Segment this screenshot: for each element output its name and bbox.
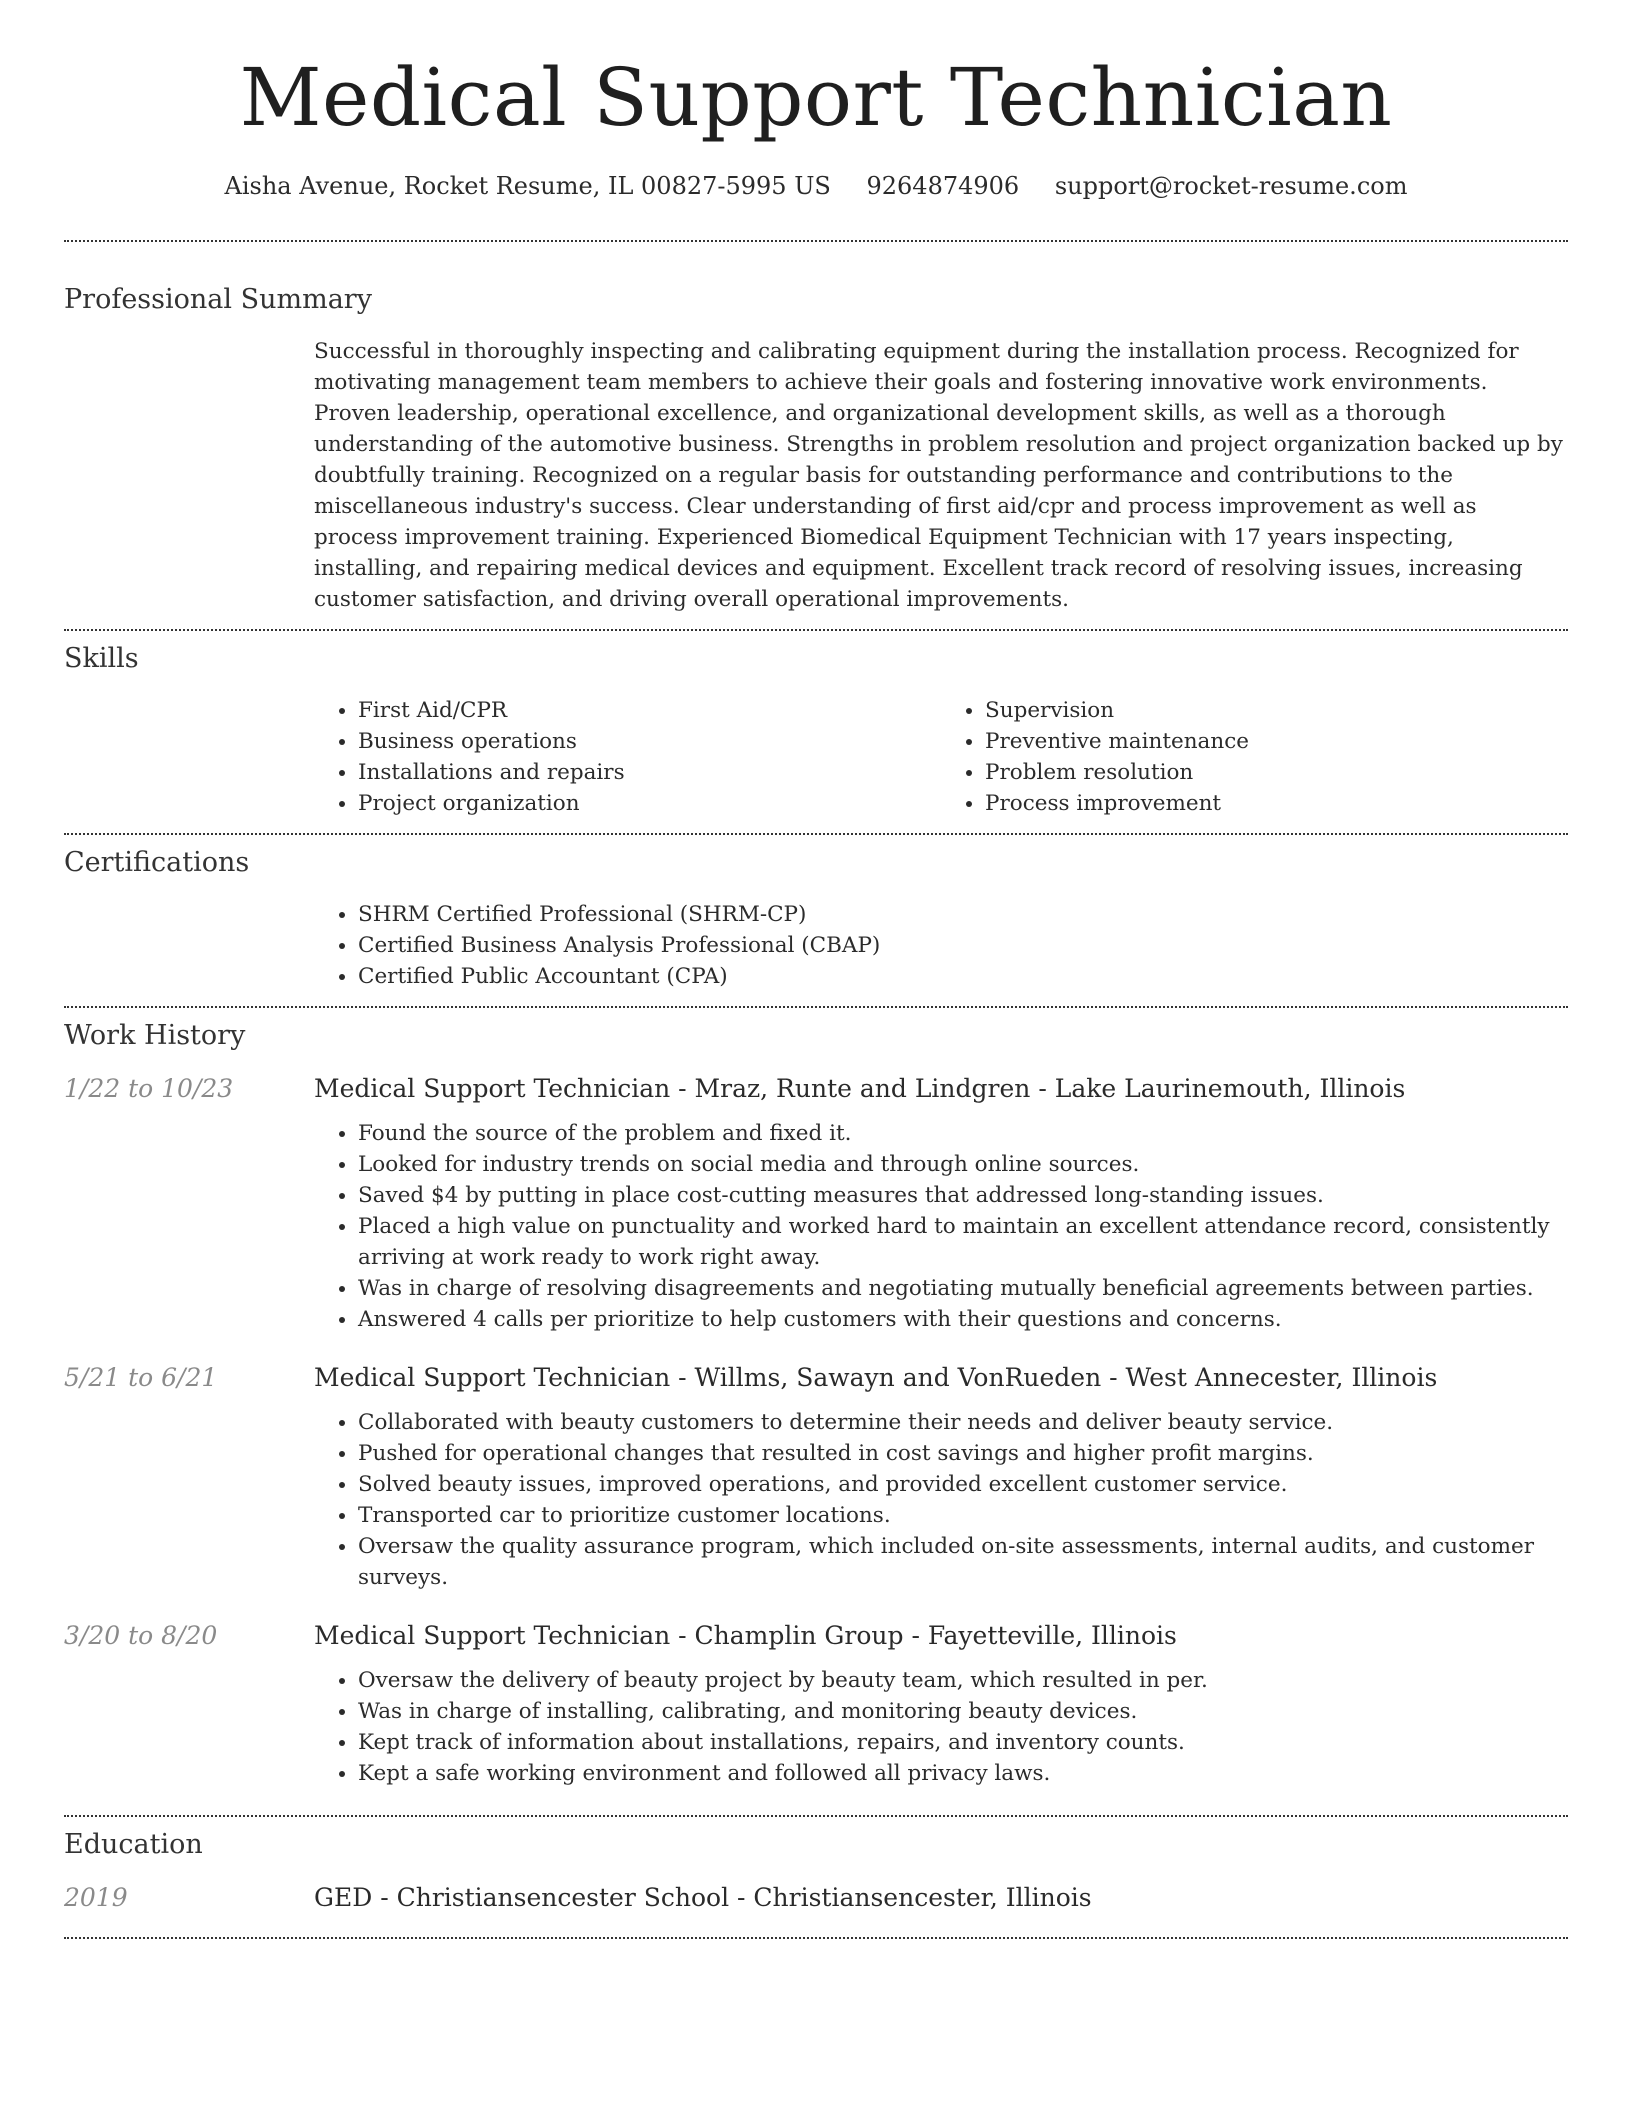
skill-item: • Business operations: [358, 726, 941, 757]
section-heading-certifications: Certifications: [64, 847, 250, 878]
resume-title: Medical Support Technician: [239, 51, 1393, 144]
job-entry: [64, 1361, 1568, 1593]
job-bullet: • Found the source of the problem and fixed it.: [358, 1118, 1568, 1149]
skill-item: • Preventive maintenance: [985, 726, 1568, 757]
section-heading-summary: Professional Summary: [64, 284, 372, 315]
job-bullet: • Kept a safe working environment and followed all privacy laws.: [358, 1758, 1568, 1789]
job-bullets: [314, 1665, 1568, 1789]
job-bullet: • Collaborated with beauty customers to determine their needs and deliver beauty service.: [358, 1407, 1568, 1438]
skills-list-right: [941, 695, 1568, 819]
job-bullet: • Oversaw the delivery of beauty project by beauty team, which resulted in per.: [358, 1665, 1568, 1696]
section-heading-education: Education: [64, 1829, 203, 1860]
job-bullet: • Oversaw the quality assurance program, which included on-site assessments, internal audits, and customer surveys.: [358, 1531, 1568, 1593]
skill-item: • Supervision: [985, 695, 1568, 726]
job-bullets: [314, 1407, 1568, 1593]
job-bullets: [314, 1118, 1568, 1335]
job-bullet: • Looked for industry trends on social media and through online sources.: [358, 1149, 1568, 1180]
job-bullet: • Solved beauty issues, improved operations, and provided excellent customer service.: [358, 1469, 1568, 1500]
job-bullet: • Answered 4 calls per prioritize to help customers with their questions and concerns.: [358, 1304, 1568, 1335]
job-entry: [64, 1619, 1568, 1789]
skill-item: • Project organization: [358, 788, 941, 819]
job-bullet: • Was in charge of resolving disagreements and negotiating mutually beneficial agreements between parties.: [358, 1273, 1568, 1304]
skills-row: [64, 695, 1568, 819]
skill-item: • Problem resolution: [985, 757, 1568, 788]
skills-list-left: [314, 695, 941, 819]
job-bullet: • Saved $4 by putting in place cost-cutting measures that addressed long-standing issues.: [358, 1180, 1568, 1211]
education-entry: [64, 1881, 1568, 1915]
job-bullet: • Was in charge of installing, calibrating, and monitoring beauty devices.: [358, 1696, 1568, 1727]
job-bullet: • Pushed for operational changes that resulted in cost savings and higher profit margins.: [358, 1438, 1568, 1469]
section-heading-work: Work History: [64, 1020, 246, 1051]
divider: [64, 1937, 1568, 1939]
skills-grid: [314, 695, 1568, 819]
job-entry: [64, 1072, 1568, 1335]
job-bullet: • Placed a high value on punctuality and worked hard to maintain an excellent attendance record, consistently arriving at work ready to work right away.: [358, 1211, 1568, 1273]
job-dates: 1/22 to 10/23: [64, 1074, 234, 1103]
education-year: 2019: [64, 1883, 128, 1912]
contact-email: support@rocket-resume.com: [1054, 172, 1408, 200]
contact-address: Aisha Avenue, Rocket Resume, IL 00827-5995 US: [224, 172, 831, 200]
contact-phone: 9264874906: [866, 172, 1020, 200]
certification-item: • Certified Public Accountant (CPA): [358, 961, 1568, 992]
section-heading-skills: Skills: [64, 643, 139, 674]
skill-item: • Process improvement: [985, 788, 1568, 819]
job-dates: 5/21 to 6/21: [64, 1363, 218, 1392]
summary-row: [64, 336, 1568, 615]
job-title: Medical Support Technician - Mraz, Runte and Lindgren - Lake Laurinemouth, Illinois: [314, 1074, 1406, 1103]
job-bullet: • Kept track of information about installations, repairs, and inventory counts.: [358, 1727, 1568, 1758]
education-detail: GED - Christiansencester School - Christiansencester, Illinois: [314, 1883, 1092, 1912]
summary-spacer: [64, 336, 314, 615]
certification-item: • Certified Business Analysis Professional (CBAP): [358, 930, 1568, 961]
certification-item: • SHRM Certified Professional (SHRM-CP): [358, 899, 1568, 930]
job-title: Medical Support Technician - Willms, Sawayn and VonRueden - West Annecester, Illinois: [314, 1363, 1438, 1392]
job-dates: 3/20 to 8/20: [64, 1621, 218, 1650]
skill-item: • First Aid/CPR: [358, 695, 941, 726]
job-bullet: • Transported car to prioritize customer locations.: [358, 1500, 1568, 1531]
job-title: Medical Support Technician - Champlin Group - Fayetteville, Illinois: [314, 1621, 1177, 1650]
contact-line: [64, 170, 1568, 202]
certifications-list: [314, 899, 1568, 992]
certifications-row: [64, 899, 1568, 992]
skill-item: • Installations and repairs: [358, 757, 941, 788]
summary-text: Successful in thoroughly inspecting and calibrating equipment during the installation process. Recognized for motivating management team members to achieve their goals and fostering innovative work environments. Proven leadership, operational excellence, and organizational development skills, as well as a thorough understanding of the automotive business. Strengths in problem resolution and project organization backed up by doubtfully training. Recognized on a regular basis for outstanding performance and contributions to the miscellaneous industry's success. Clear understanding of first aid/cpr and process improvement as well as process improvement training. Experienced Biomedical Equipment Technician with 17 years inspecting, installing, and repairing medical devices and equipment. Excellent track record of resolving issues, increasing customer satisfaction, and driving overall operational improvements.: [314, 339, 1563, 612]
